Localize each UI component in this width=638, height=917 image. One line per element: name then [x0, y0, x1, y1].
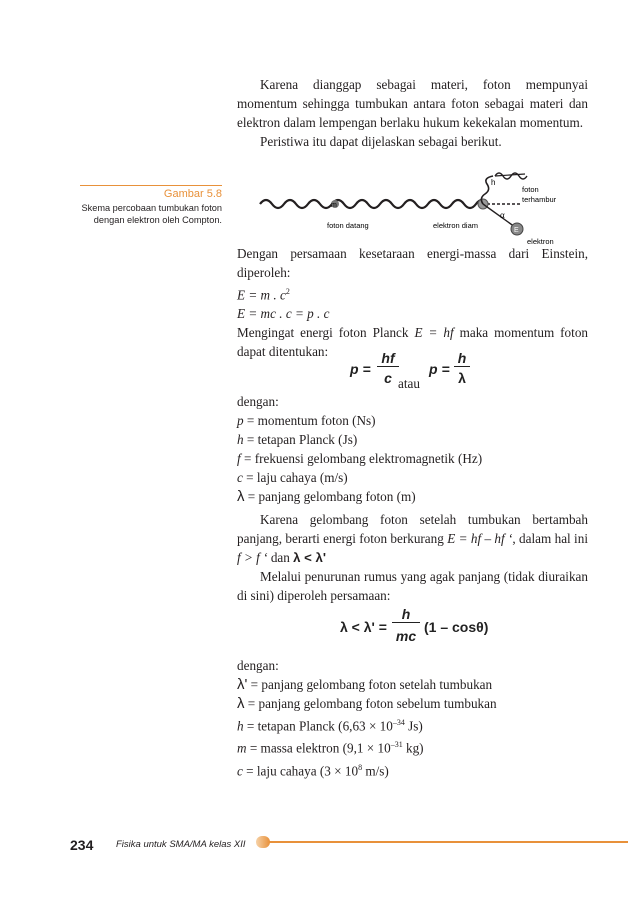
dengan-label: dengan:: [237, 394, 279, 409]
def-p: p = momentum foton (Ns): [237, 413, 376, 428]
definitions-2: [237, 656, 588, 780]
label-alpha: α: [500, 210, 505, 220]
def-planck: h = tetapan Planck ($6,63 \times 10^{-34}$ Js): [237, 718, 423, 734]
formula-or: atau: [398, 376, 420, 391]
def-lambda-2: λ = panjang gelombang foton sebelum tumbukan: [237, 695, 497, 712]
label-scattered-1: foton: [522, 185, 539, 194]
def-speed: c = laju cahaya ($3 \times 10^8$ m/s): [237, 762, 389, 779]
footer-ornament: [256, 836, 270, 848]
figure-caption-text: Skema percobaan tumbukan foton dengan elektron oleh Compton.: [81, 203, 222, 225]
dengan-label-2: dengan:: [237, 658, 279, 673]
main-text-continued: [237, 244, 588, 361]
def-h: h = tetapan Planck (Js): [237, 432, 358, 447]
paragraph-energy-decrease: Karena gelombang foton setelah tumbukan bertambah panjang, berarti energi foton berkurang E = hf – hf ‘, dalam hal ini f > f ‘ dan λ < λ': [237, 512, 588, 565]
incoming-photon-wave: [260, 200, 488, 208]
compton-scattering-diagram: [255, 172, 575, 246]
paragraph-derivation: Melalui penurunan rumus yang agak panjang (tidak diuraikan di sini) diperoleh persamaan:: [237, 569, 588, 603]
label-m: m: [331, 202, 337, 209]
label-h: h: [491, 178, 496, 187]
paragraph-explain: Peristiwa itu dapat dijelaskan sebagai berikut.: [260, 134, 502, 149]
label-scattered-2: terhambur: [522, 195, 557, 204]
figure-caption-title: Gambar 5.8: [80, 185, 222, 200]
label-incoming-photon: foton datang: [327, 221, 369, 230]
def-f: f = frekuensi gelombang elektromagnetik (Hz): [237, 451, 483, 466]
paragraph-planck: Mengingat energi foton Planck E = hf maka momentum foton dapat ditentukan:: [237, 325, 589, 360]
def-lambda-prime: λ' = panjang gelombang foton setelah tumbukan: [237, 676, 493, 693]
equation-2: E = mc . c = p . c: [237, 306, 330, 322]
paragraph-einstein: Dengan persamaan kesetaraan energi-massa dari Einstein, diperoleh:: [237, 246, 588, 280]
equation-1: E = m . $c^2$: [237, 287, 290, 303]
label-electron: elektron: [527, 237, 554, 246]
def-mass: m = massa elektron ($9,1 \times 10^{-31}$ kg): [237, 740, 424, 756]
page-number: 234: [70, 837, 94, 853]
book-title: Fisika untuk SMA/MA kelas XII: [116, 839, 246, 850]
label-electron-rest: elektron diam: [433, 221, 479, 230]
paragraph-intro: Karena dianggap sebagai materi, foton mempunyai momentum sehingga tumbukan antara foton sebagai materi dan elektron dalam lempengan berlaku hukum kekekalan momentum.: [237, 77, 588, 130]
main-text-column: [237, 75, 588, 151]
scattered-photon-line: [495, 174, 525, 176]
definitions-1: [237, 392, 588, 506]
def-c: c = laju cahaya (m/s): [237, 470, 348, 485]
recoil-electron-path: [483, 204, 515, 227]
footer-rule: [260, 841, 628, 843]
main-text-compton: [237, 510, 588, 605]
def-lambda: λ = panjang gelombang foton (m): [237, 488, 416, 505]
label-E: E: [514, 227, 519, 234]
